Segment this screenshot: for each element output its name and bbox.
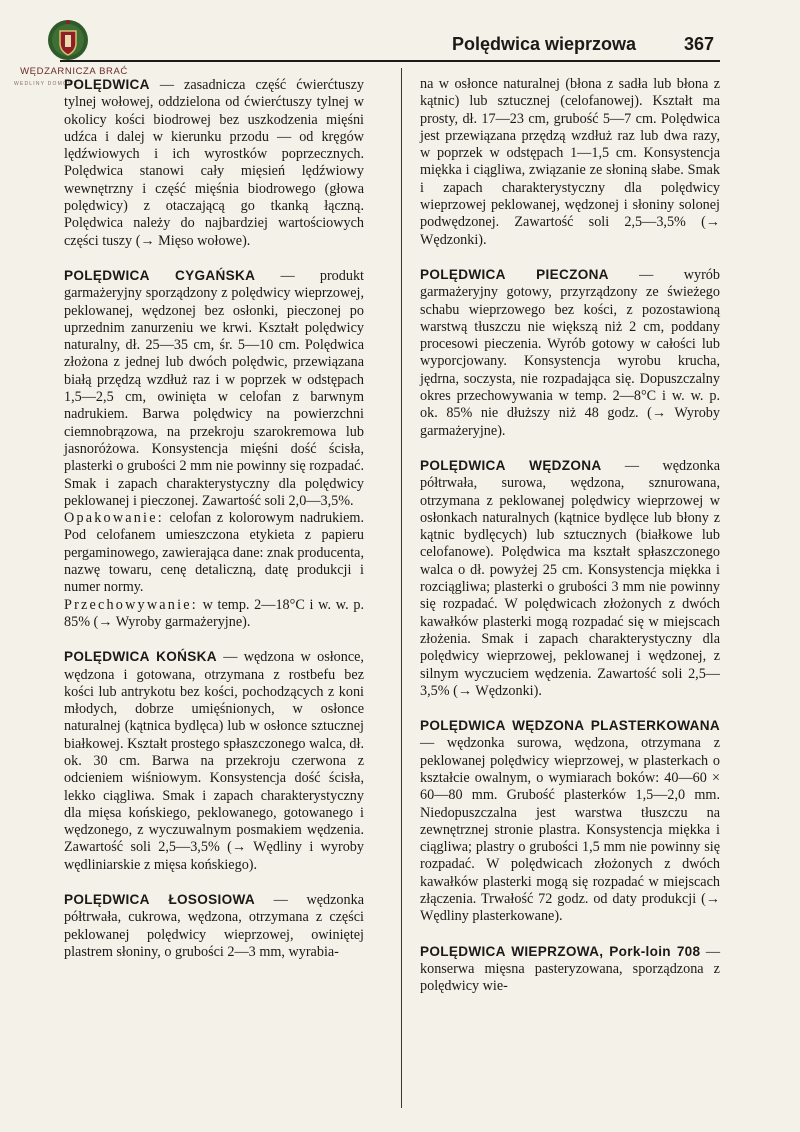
entry-text: — wędzonka surowa, wędzona, otrzymana z peklowanej polędwicy wieprzowej, w plasterkach o kształcie owalnym, o wymiarach boków: 40—60 × 60—80 mm. Grubość plasterków 1,5—2,0 mm. Niedopuszczalna jest warstwa tłuszczu na zewnętrznej stronie plastra. Konsystencja miękka i ciągliwa; plastry o grubości 1,5 mm nie powinny się rozpadać. W polędwicach złożonych z dwóch kawałków plasterki mogą się rozpadać w miejscach złączenia. Trwałość 72 godz. od daty produkcji (→ Wędliny plasterkowane). xyxy=(420,735,720,925)
wedzarnicza-crest-icon xyxy=(46,18,90,62)
entry-text: na w osłonce naturalnej (błona z sadła lub błona z kątnic) lub sztucznej (celofanowej). Kształt ma prosty, dł. 17—23 cm, grubość 5—7 cm. Polędwica jest przewiązana przędzą wzdłuż raz lub dwa razy, w poprzek w odstępach 1—1,5 cm. Konsystencja miękka i ciągliwa, związanie ze słoniną słabe. Smak i zapach charakterystyczny dla polędwicy wieprzowej peklowanej, wędzonej i słoniny solonej podwędzonej. Zawartość soli 2,5—3,5% (→ Wędzonki). xyxy=(420,76,720,248)
entry-text: — wędzona w osłonce, wędzona i gotowana, otrzymana z rostbefu bez kości lub antrykotu bez kości, pochodzących z koni młodych, dobrze umięśnionych, w osłonce naturalnej (kątnica bydlęca) lub w osłonce sztucznej białkowej. Kształt prostego spłaszczonego walca, dł. ok. 30 cm. Barwa na przekroju czerwona z odcieniem wiśniowym. Konsystencja dość ścisła, lekko ciągliwa. Smak i zapach charakterystyczny dla mięsa końskiego, peklowanego, gotowanego i wędzonego, z wyczuwalnym posmakiem wędzenia. Zawartość soli 2,5—3,5% (→ Wędliny i wyroby wędliniarskie z mięsa końskiego). xyxy=(64,649,364,873)
entry-text: — wyrób garmażeryjny gotowy, przyrządzony ze świeżego schabu wieprzowego bez kości, z pozostawioną warstwą tłuszczu nie większą niż 2 cm, poddany procesowi pieczenia. Wyrób gotowy w całości lub wyporcjowany. Konsystencja wyrobu krucha, jędrna, soczysta, nie rozpadająca się. Dopuszczalny okres przechowywania w temp. 2—8°C i w. w. p. ok. 85% nie dłuższy niż 48 godz. (→ Wyroby garmażeryjne). xyxy=(420,266,720,439)
entry-headword: POLĘDWICA WĘDZONA PLASTERKOWANA xyxy=(420,718,720,734)
left-column xyxy=(64,76,364,961)
brand-name: WĘDZARNICZA BRAĆ xyxy=(20,66,128,77)
entry-headword: POLĘDWICA PIECZONA xyxy=(420,266,609,282)
column-divider xyxy=(401,68,402,1108)
storage-label: Przechowywanie: xyxy=(64,596,198,613)
entry-english-term: Pork-loin 708 xyxy=(603,943,701,959)
entry-poledwica-konska xyxy=(64,648,364,874)
entry-text: — zasadnicza część ćwierćtuszy tylnej wołowej, oddzielona od ćwierćtuszy tylnej w okolicy kości biodrowej bez uszkodzenia mięśni udźca i dalej w kierunku przodu — od kręgów lędźwiowych i ich wyrostków poprzecznych. Polędwica stanowi cały mięsień lędźwiowy wewnętrzny i część mięśnia biodrowego (głowa polędwicy) z otaczającą go tkanką łączną. Polędwica należy do najbardziej wartościowych części tuszy (→ Mięso wołowe). xyxy=(64,77,364,249)
entry-headword: POLĘDWICA ŁOSOSIOWA xyxy=(64,892,255,908)
entry-text: — wędzonka półtrwała, cukrowa, wędzona, otrzymana z części peklowanej polędwicy wieprzowej, owiniętej plastrem słoniny, o grubości 2—3 mm, wyrabia- xyxy=(64,892,364,960)
entry-headword: POLĘDWICA KOŃSKA xyxy=(64,649,217,665)
right-column xyxy=(420,76,720,996)
entry-headword: POLĘDWICA CYGAŃSKA xyxy=(64,267,256,283)
entry-text: — konserwa mięsna pasteryzowana, sporządzona z polędwicy wie- xyxy=(420,943,721,995)
entry-poledwica-wedzona-plasterkowana xyxy=(420,717,720,926)
entry-headword: POLĘDWICA xyxy=(64,77,150,92)
packaging-text: celofan z kolorowym nadrukiem. Pod celofanem umieszczona etykieta z papieru pergaminowego, zawierająca dane: znak producenta, nazwę towaru, cenę detaliczną, datę produkcji i numer normy. xyxy=(64,510,364,596)
entry-poledwica xyxy=(64,76,364,250)
storage-text: w temp. 2—18°C i w. w. p. 85% (→ Wyroby garmażeryjne). xyxy=(64,596,364,630)
header-rule xyxy=(60,60,720,62)
entry-poledwica-lososiowa xyxy=(64,891,364,961)
entry-headword: POLĘDWICA WĘDZONA xyxy=(420,457,602,473)
entry-poledwica-wedzona xyxy=(420,457,720,700)
entry-headword: POLĘDWICA WIEPRZOWA, xyxy=(420,943,604,959)
entry-text: — wędzonka półtrwała, surowa, wędzona, sznurowana, otrzymana z peklowanej polędwicy wieprzowej w osłonkach naturalnych (kątnice bydlęce lub błony z kątnic bydlęcych) lub sztucznych (białkowe lub celofanowe). Polędwica ma kształt spłaszczonego walca o dł. powyżej 25 cm. Konsystencja miękka i rozciągliwa; plasterki o grubości 3 mm nie powinny się rozpadać. W polędwicach złożonych z dwóch kawałków plasterki mogą rozpadać się w miejscach złożenia. Smak i zapach charakterystyczny dla polędwicy wieprzowej, peklowanej i wędzonej, z silnym wyczuciem wędzenia. Zawartość soli 2,5—3,5% (→ Wędzonki). xyxy=(420,457,720,699)
packaging-label: Opakowanie: xyxy=(64,510,164,527)
running-head-title: Polędwica wieprzowa xyxy=(452,34,637,54)
brand-subtitle: WEDLINY DOMOWE xyxy=(14,81,79,87)
page-number: 367 xyxy=(684,34,715,54)
entry-poledwica-wieprzowa xyxy=(420,943,720,996)
entry-continuation xyxy=(420,76,720,249)
entry-poledwica-cyganska xyxy=(64,267,364,631)
entry-text: — produkt garmażeryjny sporządzony z polędwicy wieprzowej, peklowanej, wędzonej bez osłonki, pieczonej po uprzednim zanurzeniu we krwi. Kształt polędwicy naturalny, dł. 25—35 cm, śr. 5—10 cm. Polędwica złożona z jednej lub dwóch polędwic, przewiązana białą przędzą wzdłuż raz i w poprzek w odstępach 1,5—2,5 cm, owinięta w celofan z barwnym nadrukiem. Barwa polędwicy na powierzchni ciemnobrązowa, na przekroju szarokremowa lub jasnoróżowa. Konsystencja mięśni dość ścisła, plasterki o grubości 2 mm nie powinny się rozpadać. Smak i zapach charakterystyczny dla polędwicy peklowanej i pieczonej. Zawartość soli 2,0—3,5%. xyxy=(64,267,364,509)
entry-poledwica-pieczona xyxy=(420,266,720,440)
